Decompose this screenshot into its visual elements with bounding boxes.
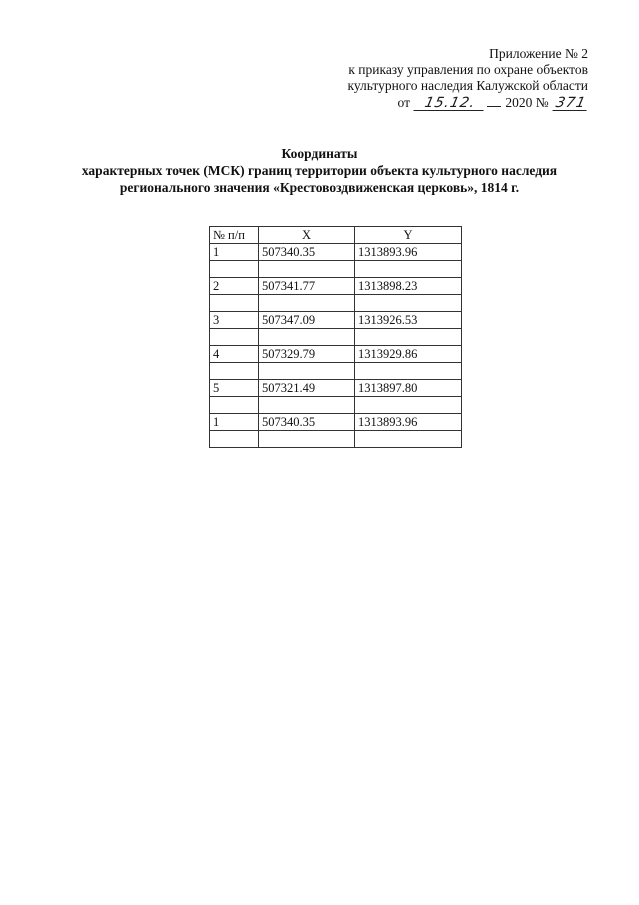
table-row-spacer (210, 431, 462, 448)
appendix-date-line (347, 94, 588, 111)
title-line-3: регионального значения «Крестовоздвиженская церковь», 1814 г. (119, 180, 520, 195)
cell-number: 2 (210, 278, 259, 295)
title-line-2: характерных точек (МСК) границ территории объекта культурного наследия (81, 163, 558, 178)
cell-x: 507341.77 (259, 278, 355, 295)
cell-y: 1313893.96 (355, 414, 462, 431)
cell-x: 507347.09 (259, 312, 355, 329)
cell-x: 507340.35 (259, 244, 355, 261)
header-number: № п/п (210, 227, 259, 244)
table-row (210, 312, 462, 329)
cell-number: 1 (210, 414, 259, 431)
table-row (210, 244, 462, 261)
cell-number: 4 (210, 346, 259, 363)
table-row-spacer (210, 261, 462, 278)
cell-y: 1313929.86 (355, 346, 462, 363)
appendix-authority: культурного наследия Калужской области (347, 78, 588, 93)
table-row-spacer (210, 329, 462, 346)
appendix-header (347, 46, 588, 111)
table-row (210, 278, 462, 295)
document-title (40, 145, 599, 196)
cell-number: 3 (210, 312, 259, 329)
header-x: X (259, 227, 355, 244)
handwritten-order-number: 371 (552, 96, 589, 111)
appendix-order-ref: к приказу управления по охране объектов (348, 62, 588, 77)
coordinates-table (209, 226, 462, 448)
year-text: 2020 № (505, 95, 549, 110)
table-row (210, 414, 462, 431)
appendix-title: Приложение № 2 (489, 46, 588, 61)
title-line-1: Координаты (281, 146, 358, 161)
cell-number: 5 (210, 380, 259, 397)
header-y: Y (355, 227, 462, 244)
handwritten-date: 15.12. (414, 96, 487, 111)
table-row-spacer (210, 363, 462, 380)
table-row-spacer (210, 397, 462, 414)
table-row (210, 380, 462, 397)
cell-y: 1313926.53 (355, 312, 462, 329)
cell-number: 1 (210, 244, 259, 261)
table-row-spacer (210, 295, 462, 312)
cell-y: 1313897.80 (355, 380, 462, 397)
date-underline (487, 94, 501, 107)
cell-y: 1313898.23 (355, 278, 462, 295)
table-header-row (210, 227, 462, 244)
cell-x: 507340.35 (259, 414, 355, 431)
table-row (210, 346, 462, 363)
cell-x: 507321.49 (259, 380, 355, 397)
cell-y: 1313893.96 (355, 244, 462, 261)
date-prefix: от (397, 95, 410, 110)
cell-x: 507329.79 (259, 346, 355, 363)
